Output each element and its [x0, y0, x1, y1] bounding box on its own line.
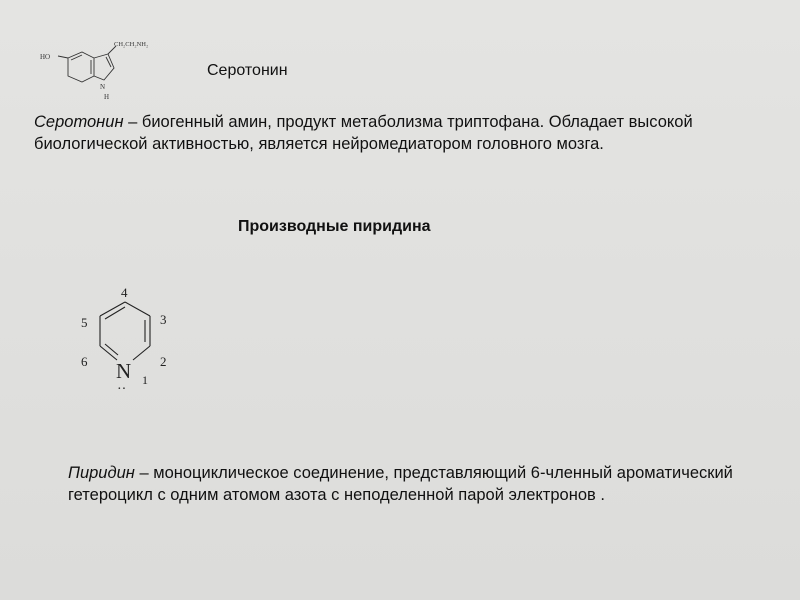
pyridine-atom-5: 5 [81, 315, 88, 330]
serotonin-ho-label: HO [40, 53, 51, 61]
pyridine-description [68, 462, 768, 506]
pyridine-heading: Производные пиридина [238, 218, 431, 235]
serotonin-description-text: – биогенный амин, продукт метаболизма триптофана. Обладает высокой биологической активностью, является нейромедиатором головного мозга. [34, 113, 693, 153]
serotonin-n-label: N [100, 83, 106, 91]
pyridine-atom-4: 4 [121, 285, 128, 300]
pyridine-atom-2: 2 [160, 354, 167, 369]
serotonin-structure-diagram [36, 36, 176, 106]
serotonin-h-label: H [104, 93, 110, 101]
pyridine-lone-pair: ·· [117, 382, 127, 394]
pyridine-term: Пиридин [68, 464, 135, 482]
pyridine-atom-3: 3 [160, 312, 167, 327]
pyridine-atom-6: 6 [81, 354, 88, 369]
pyridine-description-text: – моноциклическое соединение, представляющий 6-членный ароматический гетероцикл с одним атомом азота с неподеленной парой электронов . [68, 464, 733, 504]
pyridine-nitrogen-label: N [116, 359, 132, 383]
pyridine-structure-diagram [70, 284, 190, 394]
serotonin-description [34, 111, 754, 155]
serotonin-title: Серотонин [207, 62, 288, 79]
serotonin-side-chain-label: CH₂CH₂NH₂ [114, 41, 149, 48]
serotonin-term: Серотонин [34, 113, 124, 131]
pyridine-atom-1: 1 [142, 373, 148, 387]
